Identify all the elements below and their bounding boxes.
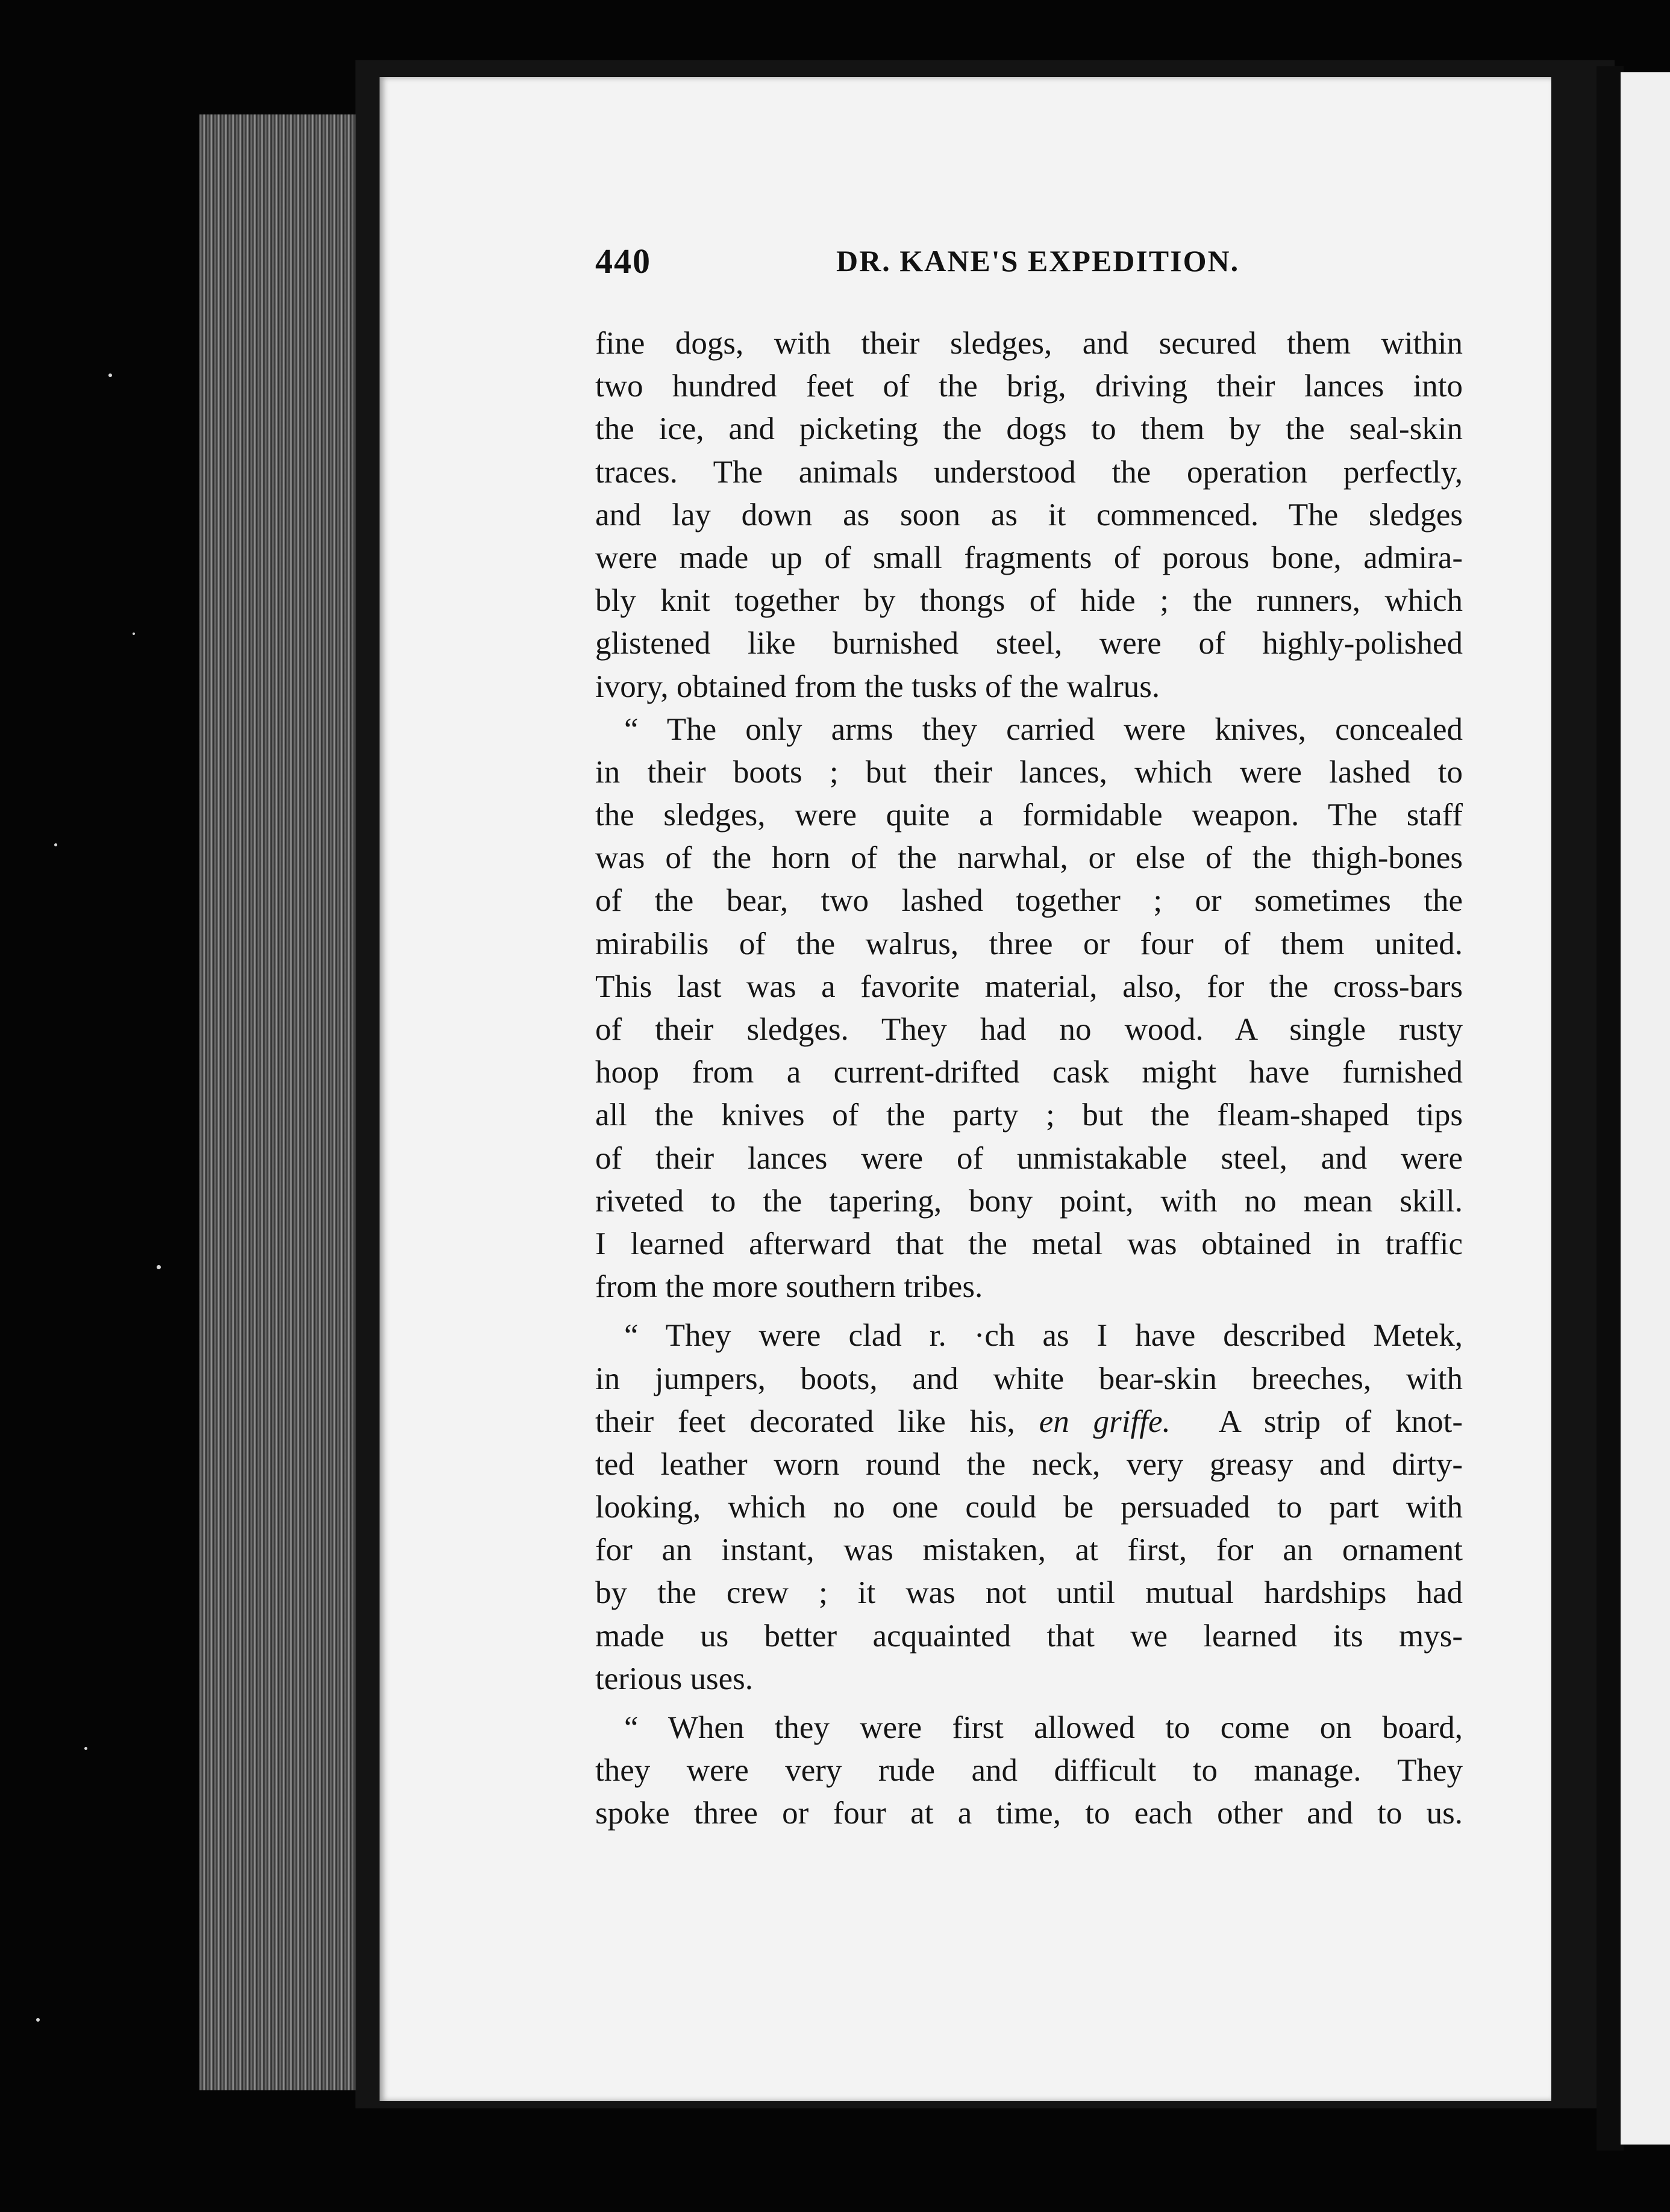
text-line: of the bear, two lashed together ; or sometimes the [595, 883, 1463, 919]
dust-speck [157, 1265, 161, 1269]
text-fragment: their feet decorated like his, [595, 1404, 1039, 1439]
text-line: the ice, and picketing the dogs to them by the seal-skin [595, 411, 1463, 447]
text-line-with-italic [595, 1401, 1463, 1443]
dust-speck [108, 373, 112, 377]
italic-phrase: en griffe. [1039, 1404, 1171, 1439]
text-line: ivory, obtained from the tusks of the walrus. [595, 669, 1160, 704]
facing-page-strip [1621, 72, 1670, 2145]
text-line: they were very rude and difficult to manage. They [595, 1753, 1463, 1789]
text-line: ted leather worn round the neck, very greasy and dirty- [595, 1446, 1463, 1482]
text-line: in jumpers, boots, and white bear-skin breeches, with [595, 1361, 1463, 1396]
body-text [595, 322, 1463, 1836]
text-line: all the knives of the party ; but the fleam-shaped tips [595, 1098, 1463, 1133]
text-line: for an instant, was mistaken, at first, for an ornament [595, 1532, 1463, 1568]
text-fragment: A strip of knot- [1218, 1404, 1463, 1439]
text-line: made us better acquainted that we learned its mys- [595, 1618, 1463, 1654]
text-line: “ The only arms they carried were knives, concealed [624, 711, 1463, 747]
text-line: were made up of small fragments of porous bone, admira- [595, 540, 1463, 575]
text-line: looking, which no one could be persuaded to part with [595, 1490, 1463, 1525]
dust-speck [84, 1747, 87, 1750]
text-line: mirabilis of the walrus, three or four of them united. [595, 926, 1463, 961]
dust-speck [36, 2018, 40, 2022]
text-line: in their boots ; but their lances, which were lashed to [595, 754, 1463, 790]
text-line: the sledges, were quite a formidable weapon. The staff [595, 798, 1463, 833]
page-number: 440 [595, 242, 651, 281]
text-line: of their sledges. They had no wood. A single rusty [595, 1012, 1463, 1047]
text-line: riveted to the tapering, bony point, with no mean skill. [595, 1183, 1463, 1219]
text-line: from the more southern tribes. [595, 1269, 983, 1305]
text-line: This last was a favorite material, also, for the cross-bars [595, 969, 1463, 1004]
text-line: and lay down as soon as it commenced. The sledges [595, 497, 1463, 533]
text-line: two hundred feet of the brig, driving their lances into [595, 369, 1463, 404]
text-line: spoke three or four at a time, to each other and to us. [595, 1796, 1463, 1831]
text-line: by the crew ; it was not until mutual hardships had [595, 1575, 1463, 1611]
text-line: bly knit together by thongs of hide ; the runners, which [595, 583, 1463, 619]
text-line: hoop from a current-drifted cask might have furnished [595, 1055, 1463, 1090]
page-header [595, 241, 1463, 289]
text-line: of their lances were of unmistakable steel, and were [595, 1140, 1463, 1176]
dust-speck [54, 843, 57, 846]
text-line: was of the horn of the narwhal, or else of the thigh-bones [595, 840, 1463, 876]
running-head: DR. KANE'S EXPEDITION. [836, 244, 1240, 278]
book-page-edges [199, 114, 380, 2090]
dust-speck [133, 633, 135, 635]
text-fragment [1171, 1404, 1219, 1439]
text-line: traces. The animals understood the operation perfectly, [595, 454, 1463, 490]
text-line: terious uses. [595, 1661, 754, 1696]
text-line: “ When they were first allowed to come on board, [624, 1710, 1463, 1745]
text-line: fine dogs, with their sledges, and secured them within [595, 326, 1463, 361]
gutter-shadow [1597, 66, 1624, 2151]
text-line: glistened like burnished steel, were of highly-polished [595, 626, 1463, 661]
text-line: I learned afterward that the metal was obtained in traffic [595, 1226, 1463, 1261]
text-line: “ They were clad r. ·ch as I have described Metek, [624, 1318, 1463, 1354]
